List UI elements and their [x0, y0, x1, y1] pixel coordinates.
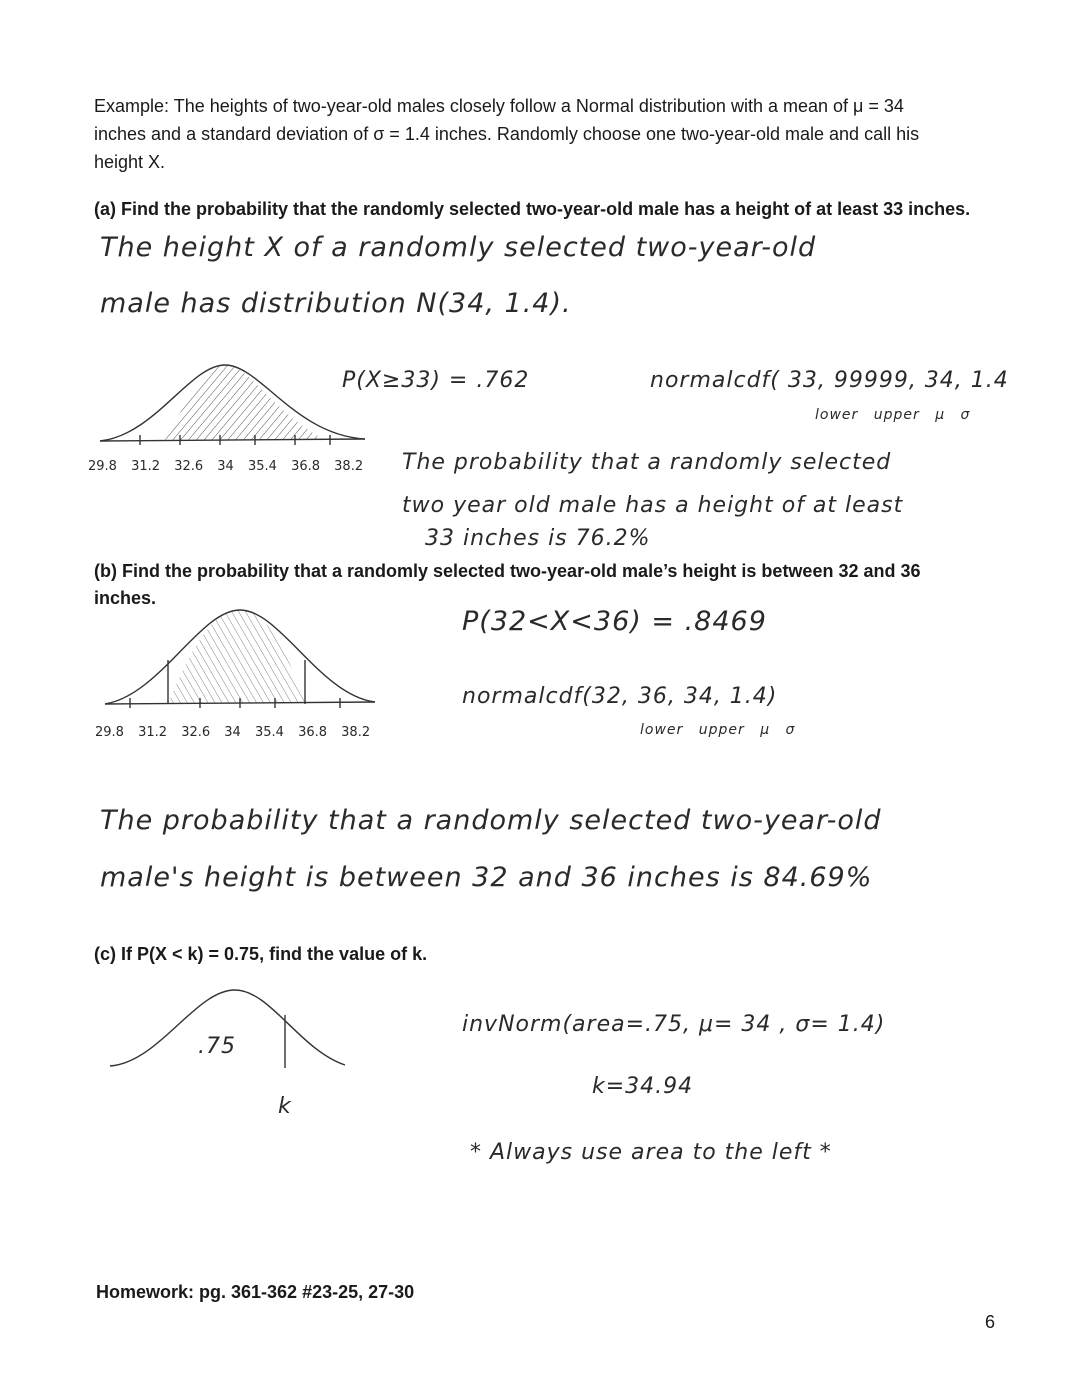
tick-label: 32.6 [174, 459, 204, 474]
part-c-result: k=34.94 [592, 1074, 694, 1099]
part-a-question: (a) Find the probability that the randomly selected two-year-old male has a height of at least 33 inches. [94, 199, 971, 219]
part-c-area-label: .75 [198, 1034, 236, 1059]
part-a-tick-labels [88, 459, 363, 474]
part-c-note: * Always use area to the left * [470, 1140, 832, 1165]
tick-label: 35.4 [247, 459, 277, 474]
part-b-question-line-1: (b) Find the probability that a randomly selected two-year-old male’s height is between 32 and 36 [94, 561, 921, 581]
part-c-question: (c) If P(X < k) = 0.75, find the value of k. [94, 944, 428, 964]
part-a-calculator-labels: lower upper μ σ [815, 407, 971, 423]
tick-label: 29.8 [88, 459, 117, 474]
part-b-tick-labels [95, 725, 370, 740]
part-b-normal-curve [100, 600, 390, 715]
part-c-normal-curve [110, 980, 360, 1080]
intro-text [94, 92, 1024, 176]
tick-label: 35.4 [254, 725, 284, 740]
tick-label: 36.8 [291, 459, 321, 474]
part-b-calculator-labels: lower upper μ σ [640, 722, 796, 738]
part-a-conclusion-3: 33 inches is 76.2% [425, 526, 651, 551]
part-a-hand-line-2: male has distribution N(34, 1.4). [100, 288, 572, 319]
part-b-question-line-2: inches. [94, 588, 157, 608]
tick-label: 31.2 [131, 459, 161, 474]
part-c-calculator-command: invNorm(area=.75, μ= 34 , σ= 1.4) [462, 1012, 886, 1037]
tick-label: 31.2 [138, 725, 168, 740]
intro-line-3: height X. [94, 152, 166, 172]
part-a-calculator-command: normalcdf( 33, 99999, 34, 1.4 [650, 368, 1009, 393]
tick-label: 38.2 [341, 725, 371, 740]
part-a-probability: P(X≥33) = .762 [342, 368, 530, 393]
tick-label: 34 [217, 459, 234, 474]
part-b-probability: P(32<X<36) = .8469 [462, 606, 767, 637]
part-b-conclusion-2: male's height is between 32 and 36 inches is 84.69% [100, 862, 873, 893]
tick-label: 29.8 [95, 725, 124, 740]
tick-label: 34 [224, 725, 241, 740]
intro-line-1: Example: The heights of two-year-old males closely follow a Normal distribution with a mean of μ = 34 [94, 96, 904, 116]
page-number: 6 [985, 1312, 996, 1332]
tick-label: 36.8 [298, 725, 328, 740]
part-a-conclusion-2: two year old male has a height of at least [402, 493, 904, 518]
part-b-calculator-command: normalcdf(32, 36, 34, 1.4) [462, 684, 778, 709]
part-a-conclusion-1: The probability that a randomly selected [402, 450, 892, 475]
tick-label: 32.6 [181, 725, 211, 740]
intro-line-2: inches and a standard deviation of σ = 1.4 inches. Randomly choose one two-year-old male and call his [94, 124, 920, 144]
part-b-conclusion-1: The probability that a randomly selected two-year-old [100, 805, 882, 836]
part-a-hand-line-1: The height X of a randomly selected two-year-old [100, 232, 817, 263]
part-c-k-label: k [278, 1094, 292, 1119]
homework-assignment: Homework: pg. 361-362 #23-25, 27-30 [96, 1282, 415, 1302]
tick-label: 38.2 [334, 459, 364, 474]
